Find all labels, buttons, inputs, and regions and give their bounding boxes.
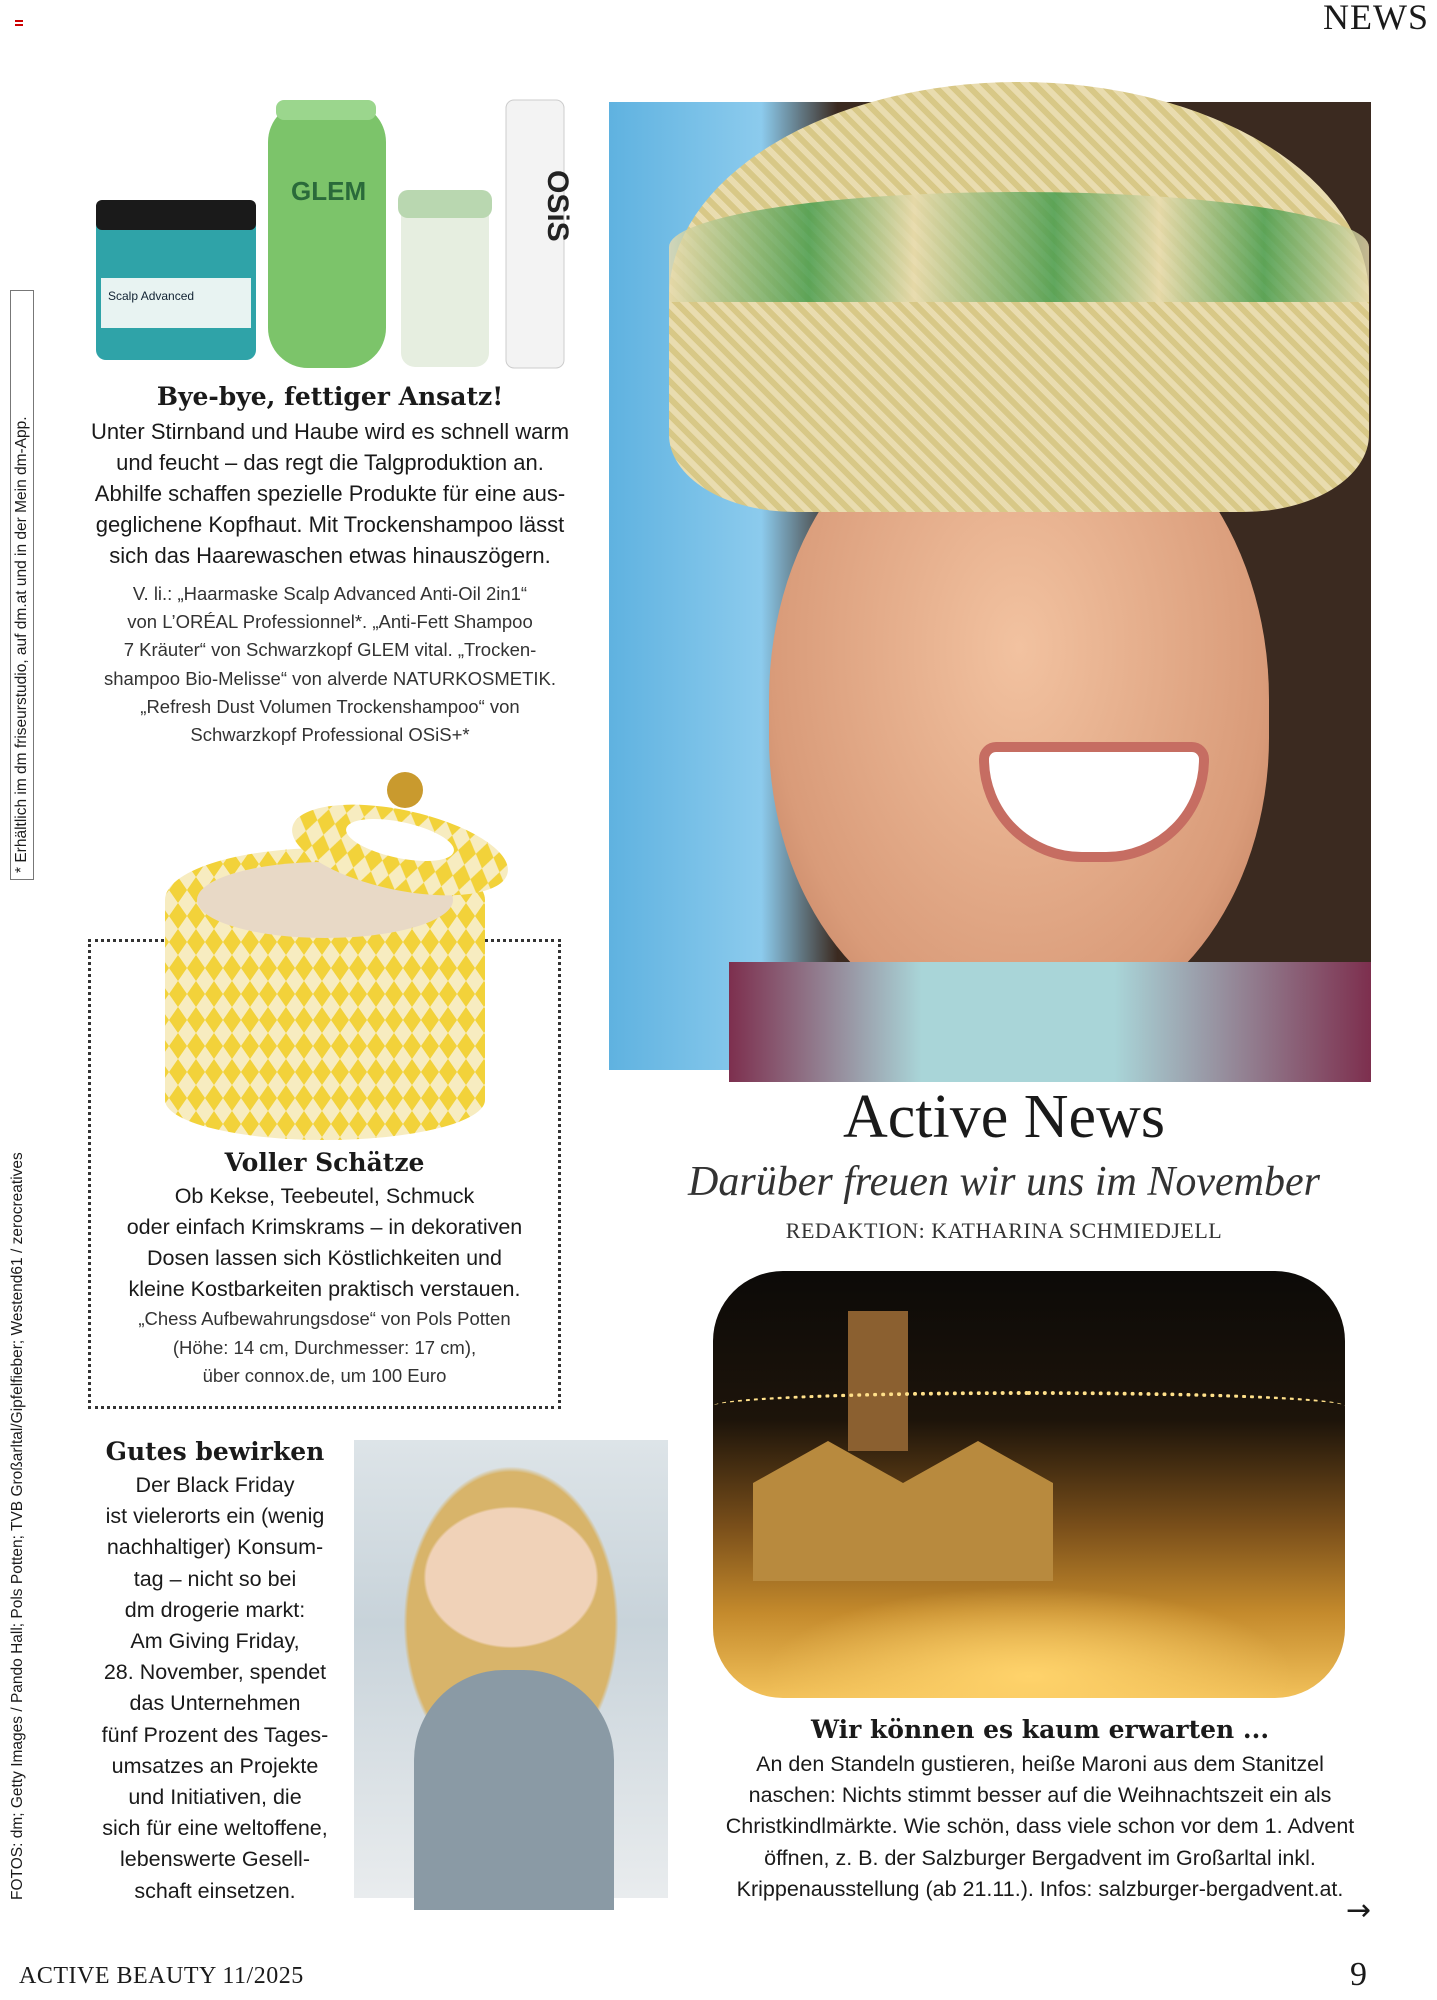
page-subtitle: Darüber freuen wir uns im November	[688, 1159, 1320, 1205]
giving-body-line: lebenswerte Gesell-	[119, 1847, 310, 1872]
market-body-line: Christkindlmärkte. Wie schön, dass viele schon vor dem 1. Advent	[725, 1814, 1355, 1839]
market-body-line: An den Standeln gustieren, heiße Maroni aus dem Stanitzel	[756, 1752, 1324, 1776]
hair-caption-line: 7 Kräuter“ von Schwarzkopf GLEM vital. „Trocken-	[123, 639, 537, 661]
page-number: 9	[1350, 1956, 1367, 1993]
employee-jacket	[414, 1670, 614, 1910]
hair-body-line: geglichene Kopfhaut. Mit Trockenshampoo lässt	[95, 512, 565, 537]
market-heading: Wir können es kaum erwarten ...	[810, 1715, 1270, 1744]
hair-mask-label-band	[101, 278, 251, 328]
jar-caption-line: „Chess Aufbewahrungsdose“ von Pols Potten	[138, 1308, 511, 1329]
jar-body-line: kleine Kostbarkeiten praktisch verstauen.	[128, 1277, 521, 1301]
hair-body	[70, 416, 590, 571]
market-houses	[753, 1441, 1053, 1581]
giving-heading: Gutes bewirken	[105, 1437, 325, 1466]
knit-hat-pattern	[669, 192, 1369, 302]
giving-body-line: das Unternehmen	[129, 1691, 301, 1716]
jar-body-line: Ob Kekse, Teebeutel, Schmuck	[174, 1184, 475, 1208]
giving-body-line: und Initiativen, die	[128, 1785, 302, 1810]
hair-mask-lid	[96, 200, 256, 230]
winter-woman-photo	[609, 102, 1371, 1070]
section-title: NEWS	[1323, 0, 1429, 37]
market-body-line: naschen: Nichts stimmt besser auf die Weihnachtszeit ein als	[748, 1783, 1332, 1808]
giving-body-line: umsatzes an Projekte	[111, 1753, 319, 1778]
dry-shampoo-tube	[401, 195, 489, 367]
hair-caption	[70, 580, 590, 749]
market-body-line: öffnen, z. B. der Salzburger Bergadvent im Großarltal inkl.	[764, 1845, 1316, 1870]
spray-can-label: OSiS	[541, 170, 574, 242]
hair-body-line: Abhilfe schaffen spezielle Produkte für eine aus-	[94, 481, 566, 506]
hair-caption-line: V. li.: „Haarmaske Scalp Advanced Anti-Oil 2in1“	[132, 583, 528, 604]
dry-shampoo-cap	[398, 190, 492, 218]
giving-body-line: Am Giving Friday,	[130, 1629, 300, 1654]
jar-lid-knob	[387, 772, 423, 808]
giving-body-line: tag – nicht so bei	[133, 1566, 297, 1591]
hair-caption-line: „Refresh Dust Volumen Trockenshampoo“ von	[140, 695, 520, 717]
giving-body-line: Der Black Friday	[135, 1473, 295, 1497]
magazine-issue: ACTIVE BEAUTY 11/2025	[19, 1963, 304, 1989]
hair-mask-label: Scalp Advanced	[108, 289, 195, 303]
hair-body-line: sich das Haarewaschen etwas hinauszögern.	[109, 543, 551, 568]
market-body-line: Krippenausstellung (ab 21.11.). Infos: salzburger-bergadvent.at.	[736, 1876, 1344, 1901]
giving-body-line: 28. November, spendet	[103, 1660, 327, 1685]
hair-caption-line: von L’ORÉAL Professionnel*. „Anti-Fett Shampoo	[127, 611, 533, 633]
shampoo-bottle	[268, 102, 386, 368]
availability-note: * Erhältlich im dm friseurstudio, auf dm.at und in der Mein dm-App.	[10, 290, 34, 880]
jar-heading: Voller Schätze	[224, 1148, 425, 1177]
woman-scarf	[729, 962, 1371, 1082]
giving-body	[80, 1470, 350, 1907]
jar-body	[88, 1181, 561, 1305]
flag-icon	[15, 20, 23, 26]
giving-body-line: nachhaltiger) Konsum-	[106, 1535, 324, 1560]
giving-body-line: dm drogerie markt:	[124, 1597, 306, 1622]
jar-base	[165, 1060, 485, 1140]
giving-body-line: ist vielerorts ein (wenig	[105, 1504, 325, 1529]
shampoo-cap	[276, 100, 376, 120]
storage-jar-image	[160, 760, 520, 1140]
giving-body-line: sich für eine weltoffene,	[102, 1816, 328, 1841]
giving-body-line: schaft einsetzen.	[134, 1878, 296, 1903]
hair-body-line: Unter Stirnband und Haube wird es schnell warm	[90, 419, 570, 444]
hair-heading: Bye-bye, fettiger Ansatz!	[156, 382, 504, 411]
shampoo-label: GLEM	[291, 176, 367, 206]
hair-caption-line: shampoo Bio-Melisse“ von alverde NATURKOSMETIK.	[103, 667, 557, 689]
jar-caption-line: (Höhe: 14 cm, Durchmesser: 17 cm),	[172, 1336, 477, 1358]
jar-caption	[88, 1305, 561, 1391]
next-page-arrow-icon: →	[1346, 1893, 1372, 1928]
hair-body-line: und feucht – das regt die Talgproduktion an.	[116, 450, 544, 475]
hair-products-image	[96, 100, 574, 372]
dm-employee-photo	[354, 1440, 668, 1898]
church-tower	[848, 1311, 908, 1451]
giving-body-line: fünf Prozent des Tages-	[101, 1722, 329, 1747]
jar-caption-line: über connox.de, um 100 Euro	[202, 1365, 447, 1386]
market-body	[690, 1749, 1390, 1905]
jar-body-line: oder einfach Krimskrams – in dekorativen	[126, 1215, 523, 1239]
jar-body-line: Dosen lassen sich Köstlichkeiten und	[147, 1246, 502, 1270]
string-lights	[713, 1391, 1345, 1421]
page-title: Active News	[843, 1083, 1165, 1151]
hair-caption-line: Schwarzkopf Professional OSiS+*	[190, 724, 470, 746]
byline: REDAKTION: KATHARINA SCHMIEDJELL	[785, 1218, 1223, 1243]
photo-credits: FOTOS: dm; Getty Images / Pando Hall; Pols Potten; TVB Großarltal/Gipfelfieber; Westend61 / zerocreatives	[9, 1152, 26, 1900]
christmas-market-photo	[713, 1271, 1345, 1698]
